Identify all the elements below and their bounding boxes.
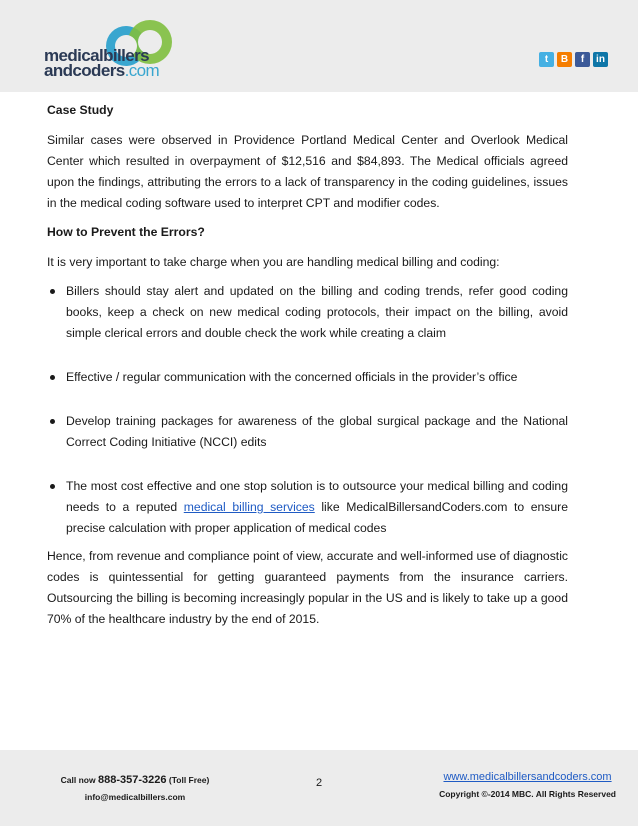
case-study-heading: Case Study xyxy=(47,103,114,117)
case-study-paragraph: Similar cases were observed in Providence Portland Medical Center and Overlook Medical Center which resulted in overpayment of $12,516 and $84,893. The Medical officials agreed upon the findings, attributing the errors to a lack of transparency in the coding guidelines, issues in the medical coding software used to interpret CPT and modifier codes. xyxy=(47,133,568,210)
contact-info xyxy=(60,772,210,806)
list-item: Billers should stay alert and updated on the billing and coding trends, refer good coding books, keep a check on new medical coding protocols, their impact on the billing, avoid simple clerical errors and double check the work while creating a claim xyxy=(47,281,568,344)
page-header xyxy=(0,0,638,92)
medical-billing-services-link[interactable]: medical billing services xyxy=(183,500,315,514)
company-logo[interactable] xyxy=(44,14,174,84)
document-body xyxy=(47,100,568,638)
bullet-text: like MedicalBillersandCoders.com to ensure precise calculation with proper application of medical codes xyxy=(66,500,568,535)
website-link[interactable]: www.medicalbillersandcoders.com xyxy=(443,771,612,783)
blogger-icon[interactable]: B xyxy=(557,52,572,67)
linkedin-icon[interactable]: in xyxy=(593,52,608,67)
list-item: Effective / regular communication with the concerned officials in the provider’s office xyxy=(47,367,568,388)
page-footer xyxy=(0,750,638,826)
page-number: 2 xyxy=(316,777,323,789)
list-item: Develop training packages for awareness of the global surgical package and the National Correct Coding Initiative (NCCI) edits xyxy=(47,411,568,453)
call-label: Call now xyxy=(60,775,96,785)
bullet-text: The most cost effective and one stop solution is to outsource your medical billing and coding needs to a reputed xyxy=(66,479,568,514)
prevent-errors-heading: How to Prevent the Errors? xyxy=(47,225,205,239)
facebook-icon[interactable]: f xyxy=(575,52,590,67)
conclusion-paragraph: Hence, from revenue and compliance point of view, accurate and well-informed use of diagnostic codes is quintessential for getting guaranteed payments from the insurance carriers. Outsourcing the billing is becoming increasingly popular in the US and is likely to take up a good 70% of the healthcare industry by the end of 2015. xyxy=(47,549,568,626)
phone-number[interactable]: 888-357-3226 xyxy=(97,774,167,786)
twitter-icon[interactable]: t xyxy=(539,52,554,67)
logo-wordmark: medicalbillers andcoders.com xyxy=(44,46,160,80)
copyright-text: Copyright ©-2014 MBC. All Rights Reserved xyxy=(439,789,616,799)
toll-free-label: (Toll Free) xyxy=(168,775,210,785)
prevention-list xyxy=(47,281,568,539)
email-address[interactable]: info@medicalbillers.com xyxy=(84,792,186,802)
list-item xyxy=(47,476,568,539)
prevent-intro-paragraph: It is very important to take charge when you are handling medical billing and coding: xyxy=(47,255,500,269)
social-links xyxy=(539,52,608,67)
site-info xyxy=(439,769,616,803)
